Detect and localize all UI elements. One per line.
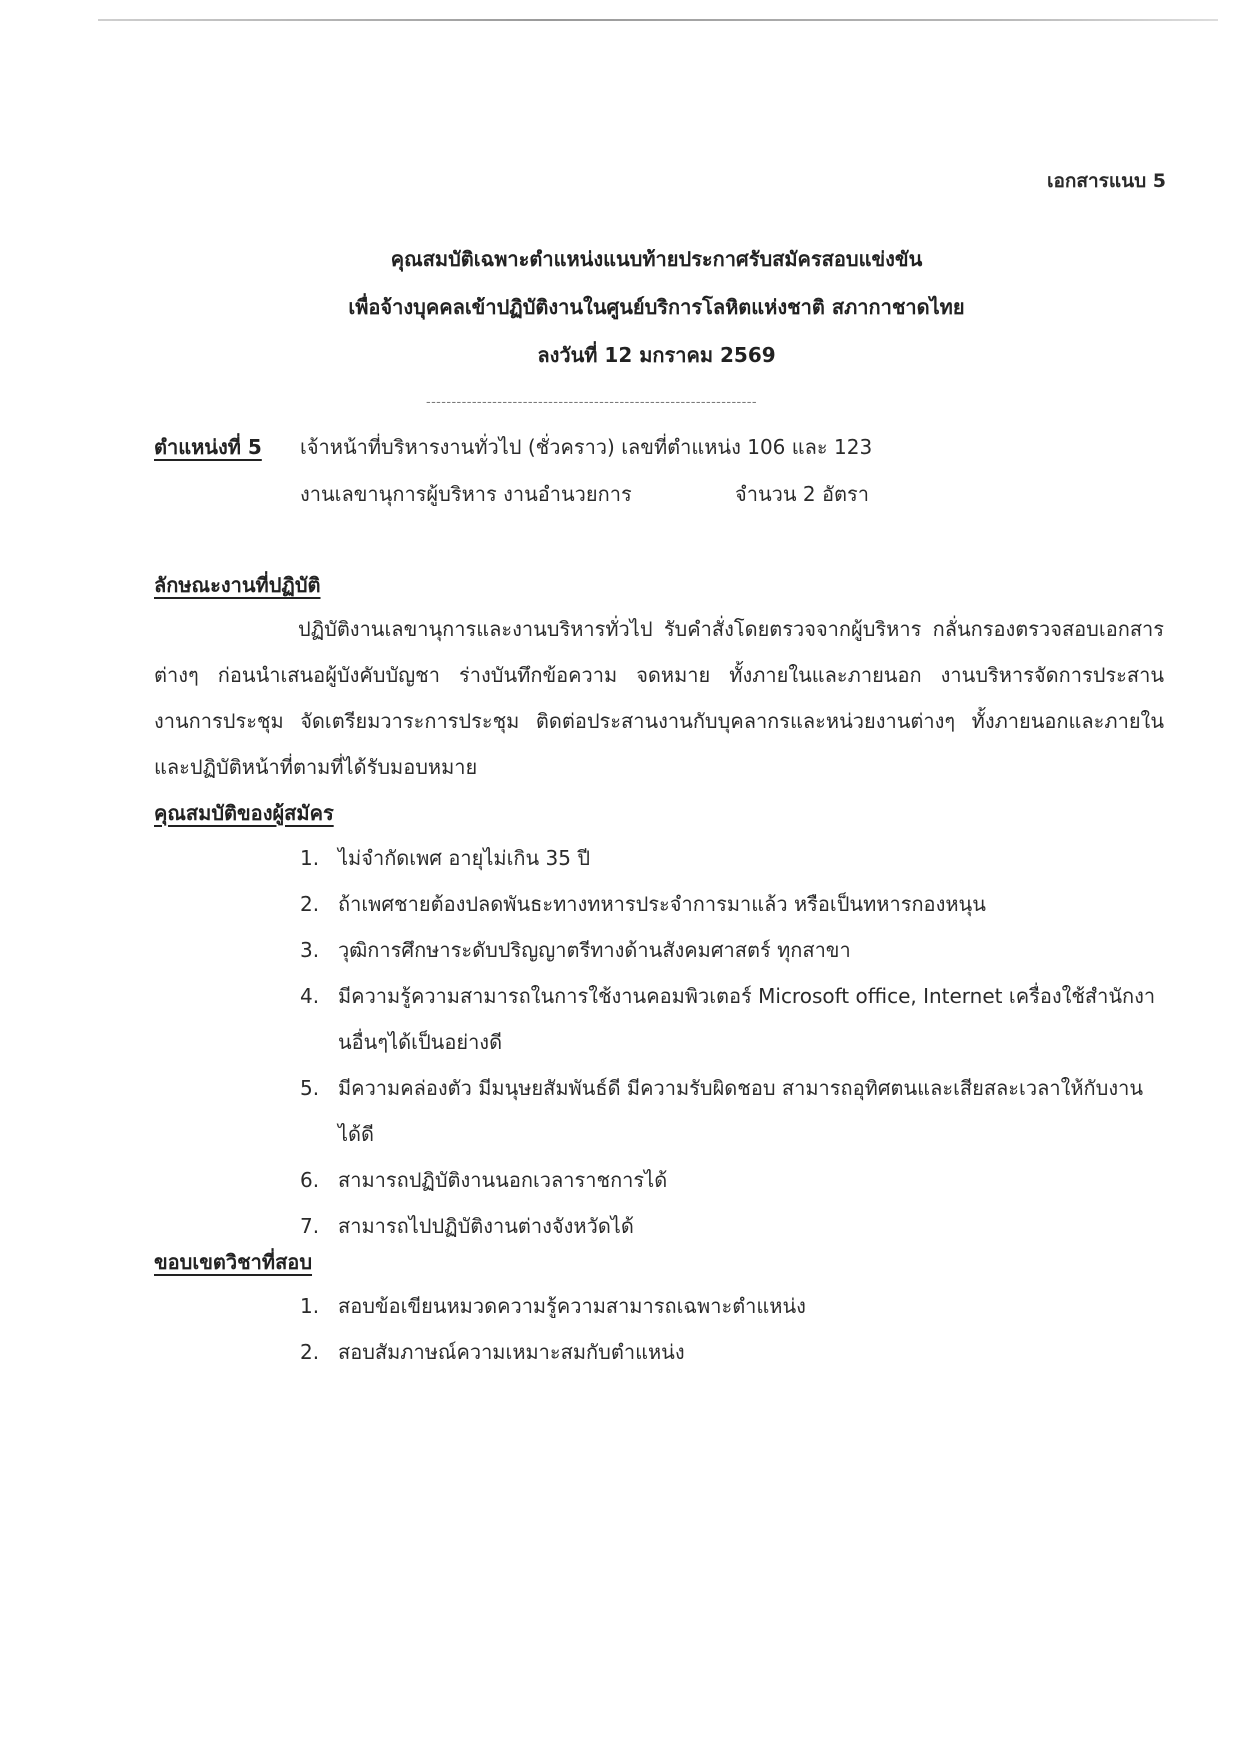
list-item-number: 2.: [300, 1340, 320, 1364]
list-item-text: วุฒิการศึกษาระดับปริญญาตรีทางด้านสังคมศาสตร์ ทุกสาขา: [338, 938, 851, 962]
list-item: [300, 927, 1164, 973]
position-label: ตำแหน่งที่ 5: [154, 435, 262, 459]
duties-paragraph: ปฏิบัติงานเลขานุการและงานบริหารทั่วไป รับคำสั่งโดยตรวจจากผู้บริหาร กลั่นกรองตรวจสอบเอกสารต่างๆ ก่อนนำเสนอผู้บังคับบัญชา ร่างบันทึกข้อความ จดหมาย ทั้งภายในและภายนอก งานบริหารจัดการประสานงานการประชุม จัดเตรียมวาระการประชุม ติดต่อประสานงานกับบุคลากรและหน่วยงานต่างๆ ทั้งภายนอกและภายใน และปฏิบัติหน้าที่ตามที่ได้รับมอบหมาย: [154, 617, 1164, 779]
list-item: [300, 973, 1164, 1065]
position-title: เจ้าหน้าที่บริหารงานทั่วไป (ชั่วคราว) เลขที่ตำแหน่ง 106 และ 123: [300, 435, 873, 459]
exam-scope-heading: ขอบเขตวิชาที่สอบ: [154, 1250, 313, 1274]
list-item-text: สอบข้อเขียนหมวดความรู้ความสามารถเฉพาะตำแหน่ง: [338, 1294, 806, 1318]
list-item-text: ไม่จำกัดเพศ อายุไม่เกิน 35 ปี: [338, 846, 591, 870]
list-item-text: สามารถปฏิบัติงานนอกเวลาราชการได้: [338, 1168, 668, 1192]
list-item-number: 1.: [300, 846, 320, 870]
list-item: [300, 835, 1164, 881]
list-item-text: ถ้าเพศชายต้องปลดพันธะทางทหารประจำการมาแล้ว หรือเป็นทหารกองหนุน: [338, 892, 986, 916]
document-date-line: ลงวันที่ 12 มกราคม 2569: [537, 343, 776, 367]
list-item: [300, 1157, 1164, 1203]
duties-heading: ลักษณะงานที่ปฏิบัติ: [154, 573, 321, 597]
list-item-text: มีความรู้ความสามารถในการใช้งานคอมพิวเตอร์ Microsoft office, Internet เครื่องใช้สำนักงานอื่นๆได้เป็นอย่างดี: [338, 984, 1156, 1054]
list-item: [300, 1283, 1164, 1329]
document-title-line-1: คุณสมบัติเฉพาะตำแหน่งแนบท้ายประกาศรับสมัครสอบแข่งขัน: [390, 247, 923, 271]
qualifications-list: [300, 835, 1164, 1249]
list-item: [300, 881, 1164, 927]
list-item-number: 6.: [300, 1168, 320, 1192]
document-title-line-2: เพื่อจ้างบุคคลเข้าปฏิบัติงานในศูนย์บริการโลหิตแห่งชาติ สภากาชาดไทย: [348, 295, 965, 319]
list-item-text: มีความคล่องตัว มีมนุษยสัมพันธ์ดี มีความรับผิดชอบ สามารถอุทิศตนและเสียสละเวลาให้กับงานได้ดี: [338, 1076, 1144, 1146]
qualifications-heading: คุณสมบัติของผู้สมัคร: [154, 801, 334, 825]
list-item: [300, 1329, 1164, 1375]
scan-edge-line: [98, 19, 1218, 21]
list-item-number: 7.: [300, 1214, 320, 1238]
position-quota: จำนวน 2 อัตรา: [735, 482, 869, 506]
list-item-number: 1.: [300, 1294, 320, 1318]
dashed-divider: -----------------------------------------------------------------: [426, 395, 757, 410]
list-item-number: 5.: [300, 1076, 320, 1100]
list-item: [300, 1065, 1164, 1157]
attachment-label: เอกสารแนบ 5: [1046, 170, 1166, 192]
list-item-number: 2.: [300, 892, 320, 916]
list-item: [300, 1203, 1164, 1249]
list-item-number: 3.: [300, 938, 320, 962]
list-item-text: สามารถไปปฏิบัติงานต่างจังหวัดได้: [338, 1214, 634, 1238]
exam-scope-list: [300, 1283, 1164, 1375]
list-item-text: สอบสัมภาษณ์ความเหมาะสมกับตำแหน่ง: [338, 1340, 685, 1364]
list-item-number: 4.: [300, 984, 320, 1008]
position-department: งานเลขานุการผู้บริหาร งานอำนวยการ: [300, 482, 632, 506]
